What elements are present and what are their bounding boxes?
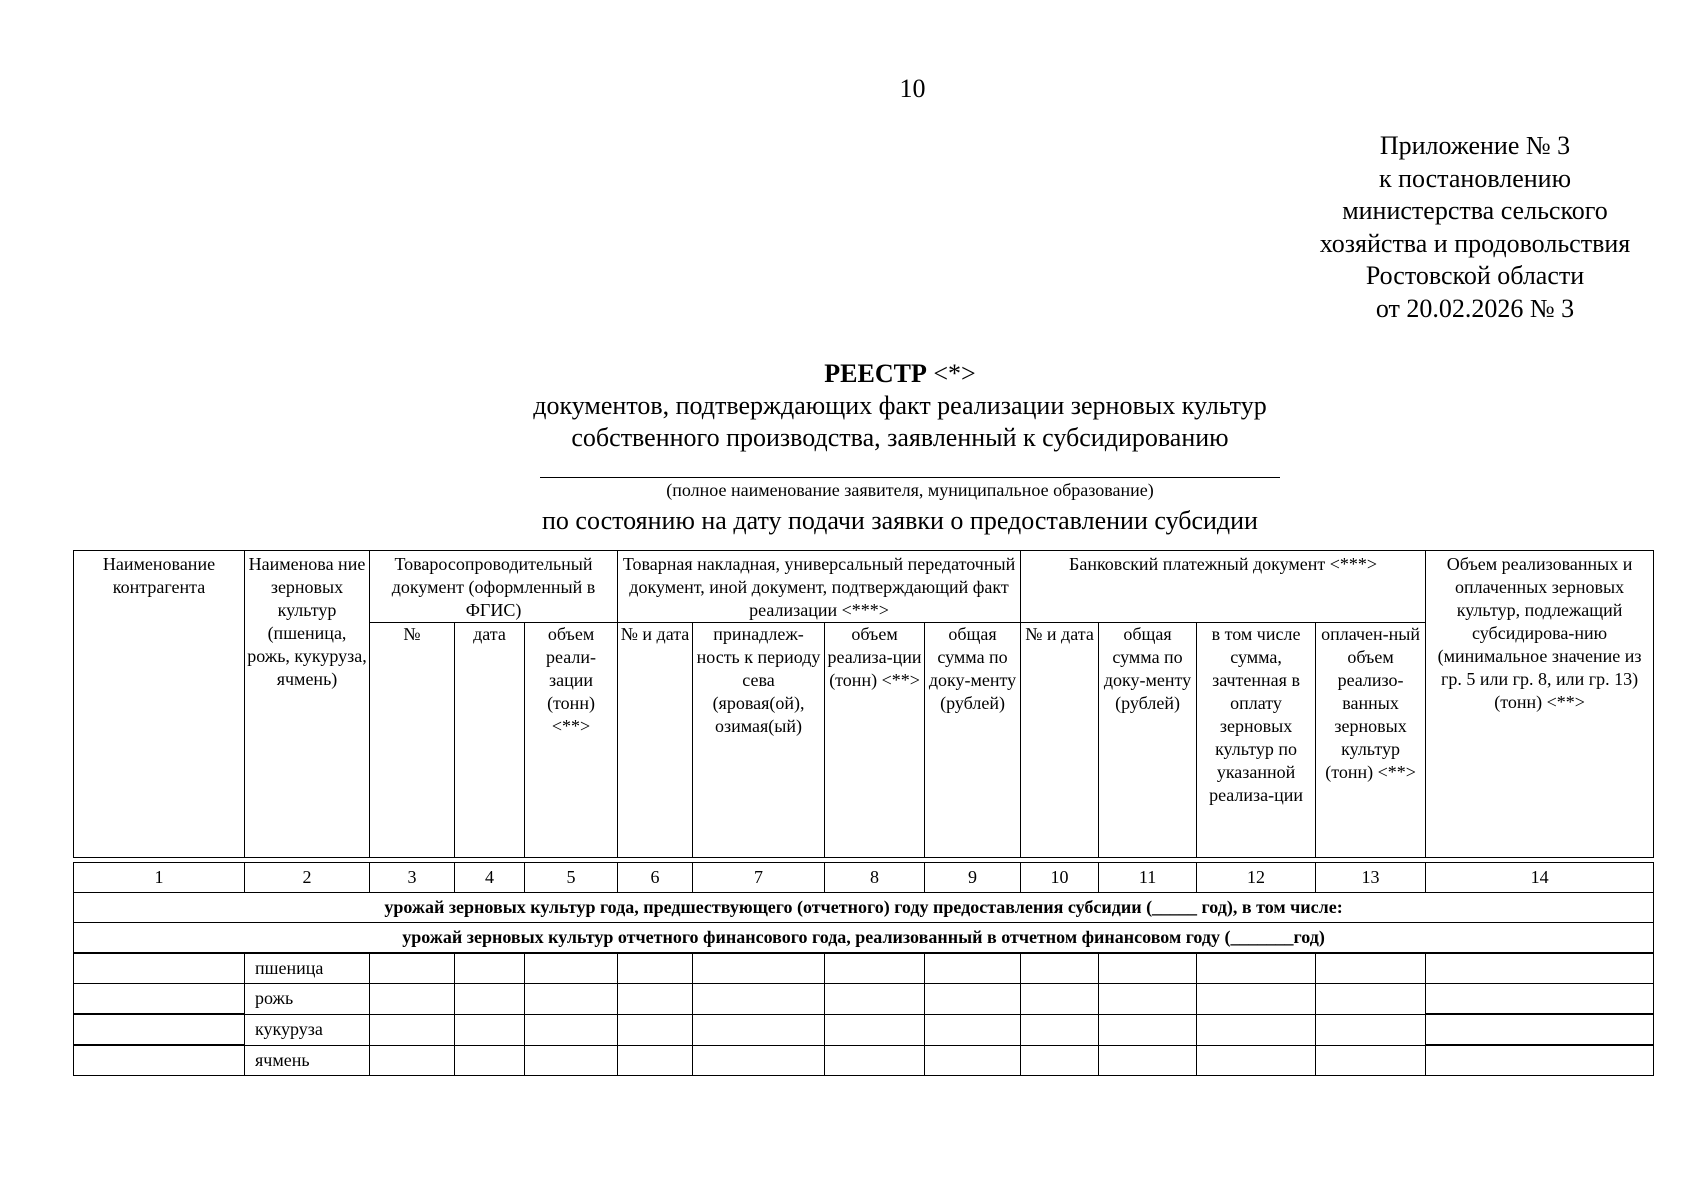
- counterparty-cell[interactable]: [74, 1014, 245, 1045]
- data-cell[interactable]: [1021, 1014, 1099, 1045]
- data-cell[interactable]: [525, 1045, 618, 1076]
- data-cell[interactable]: [693, 953, 825, 984]
- data-cell[interactable]: [693, 984, 825, 1015]
- crop-row-barley: [74, 1045, 1654, 1076]
- counterparty-cell[interactable]: [74, 984, 245, 1015]
- header-sowing-period: принадлеж-ность к периоду сева (яровая(ой), озимая(ый): [693, 623, 825, 858]
- column-number: 11: [1099, 863, 1197, 893]
- appendix-block: [1275, 130, 1675, 325]
- as-of-date-line: по состоянию на дату подачи заявки о предоставлении субсидии: [542, 506, 1258, 535]
- registry-table: [73, 550, 1654, 1076]
- data-cell[interactable]: [618, 1014, 693, 1045]
- crop-name: пшеница: [245, 953, 370, 984]
- applicant-caption: (полное наименование заявителя, муниципальное образование): [666, 480, 1154, 500]
- column-number-row: [74, 863, 1654, 893]
- data-cell[interactable]: [1099, 1014, 1197, 1045]
- section-row-previous-year: [74, 893, 1654, 923]
- header-bank-document: Банковский платежный документ <***>: [1021, 551, 1426, 623]
- title-line-2: документов, подтверждающих факт реализации зерновых культур: [533, 391, 1267, 420]
- column-number: 5: [525, 863, 618, 893]
- title-line-3: собственного производства, заявленный к субсидированию: [571, 423, 1229, 452]
- page-number: 10: [899, 74, 926, 103]
- header-date: дата: [455, 623, 525, 858]
- column-number: 13: [1316, 863, 1426, 893]
- data-cell[interactable]: [1426, 1014, 1654, 1045]
- data-cell[interactable]: [1197, 953, 1316, 984]
- document-title: [450, 358, 1350, 390]
- data-cell[interactable]: [925, 1014, 1021, 1045]
- data-cell[interactable]: [1021, 984, 1099, 1015]
- header-invoice-volume: объем реализа-ции (тонн) <**>: [825, 623, 925, 858]
- counterparty-cell[interactable]: [74, 1045, 245, 1076]
- data-cell[interactable]: [1099, 953, 1197, 984]
- title-marker: <*>: [926, 359, 976, 388]
- data-cell[interactable]: [825, 1014, 925, 1045]
- data-cell[interactable]: [525, 984, 618, 1015]
- header-bank-sum: общая сумма по доку-менту (рублей): [1099, 623, 1197, 858]
- crop-name: кукуруза: [245, 1014, 370, 1045]
- crop-row-rye: [74, 984, 1654, 1015]
- header-crop-name: Наименова ние зерновых культур (пшеница, рожь, кукуруза, ячмень): [245, 551, 370, 858]
- column-number: 12: [1197, 863, 1316, 893]
- data-cell[interactable]: [825, 953, 925, 984]
- header-paid-volume: оплачен-ный объем реализо-ванных зерновых культур (тонн) <**>: [1316, 623, 1426, 858]
- appendix-line: от 20.02.2026 № 3: [1375, 293, 1575, 323]
- section-heading: урожай зерновых культур года, предшествующего (отчетного) году предоставления субсидии (_____ год), в том числе:: [74, 893, 1654, 923]
- appendix-line: Ростовской области: [1365, 261, 1585, 290]
- data-cell[interactable]: [1316, 953, 1426, 984]
- data-cell[interactable]: [370, 984, 455, 1015]
- appendix-line: к постановлению: [1378, 163, 1572, 193]
- data-cell[interactable]: [618, 1045, 693, 1076]
- data-cell[interactable]: [825, 984, 925, 1015]
- section-row-current-year: [74, 923, 1654, 954]
- header-number: №: [370, 623, 455, 858]
- header-fgis-volume: объем реали-зации (тонн) <**>: [525, 623, 618, 858]
- applicant-name-line: [540, 477, 1280, 478]
- column-number: 1: [74, 863, 245, 893]
- crop-name: рожь: [245, 984, 370, 1015]
- document-title-block: [450, 358, 1350, 454]
- data-cell[interactable]: [1197, 984, 1316, 1015]
- header-invoice-document: Товарная накладная, универсальный передаточный документ, иной документ, подтверждающий факт реализации <***>: [618, 551, 1021, 623]
- header-credited-sum: в том числе сумма, зачтенная в оплату зерновых культур по указанной реализа-ции: [1197, 623, 1316, 858]
- crop-row-wheat: [74, 953, 1654, 984]
- data-cell[interactable]: [618, 953, 693, 984]
- column-number: 6: [618, 863, 693, 893]
- data-cell[interactable]: [925, 1045, 1021, 1076]
- data-cell[interactable]: [925, 953, 1021, 984]
- data-cell[interactable]: [370, 1045, 455, 1076]
- counterparty-cell[interactable]: [74, 953, 245, 984]
- data-cell[interactable]: [455, 953, 525, 984]
- column-number: 8: [825, 863, 925, 893]
- data-cell[interactable]: [693, 1014, 825, 1045]
- appendix-line: хозяйства и продовольствия: [1319, 228, 1631, 258]
- column-number: 4: [455, 863, 525, 893]
- data-cell[interactable]: [1021, 1045, 1099, 1076]
- header-invoice-number-date: № и дата: [618, 623, 693, 858]
- data-cell[interactable]: [455, 1014, 525, 1045]
- data-cell[interactable]: [370, 1014, 455, 1045]
- data-cell[interactable]: [525, 953, 618, 984]
- column-number: 3: [370, 863, 455, 893]
- column-number: 9: [925, 863, 1021, 893]
- data-cell[interactable]: [1197, 1014, 1316, 1045]
- crop-name: ячмень: [245, 1045, 370, 1076]
- data-cell[interactable]: [1099, 984, 1197, 1015]
- data-cell[interactable]: [1099, 1045, 1197, 1076]
- section-heading: урожай зерновых культур отчетного финансового года, реализованный в отчетном финансовом году (_______год): [74, 923, 1654, 954]
- header-subsidized-volume: Объем реализованных и оплаченных зерновых культур, подлежащий субсидирова-нию (минимальное значение из гр. 5 или гр. 8, или гр. 13) (тонн) <**>: [1426, 551, 1654, 858]
- column-number: 2: [245, 863, 370, 893]
- data-cell[interactable]: [1316, 984, 1426, 1015]
- data-cell[interactable]: [693, 1045, 825, 1076]
- column-number: 7: [693, 863, 825, 893]
- data-cell[interactable]: [1197, 1045, 1316, 1076]
- header-invoice-sum: общая сумма по доку-менту (рублей): [925, 623, 1021, 858]
- header-bank-number-date: № и дата: [1021, 623, 1099, 858]
- header-counterparty: Наименование контрагента: [74, 551, 245, 858]
- data-cell[interactable]: [1316, 1014, 1426, 1045]
- data-cell[interactable]: [370, 953, 455, 984]
- column-number: 14: [1426, 863, 1654, 893]
- column-number: 10: [1021, 863, 1099, 893]
- appendix-line: Приложение № 3: [1379, 131, 1571, 160]
- data-cell[interactable]: [925, 984, 1021, 1015]
- data-cell[interactable]: [618, 984, 693, 1015]
- data-cell[interactable]: [525, 1014, 618, 1045]
- data-cell[interactable]: [1316, 1045, 1426, 1076]
- data-cell[interactable]: [1021, 953, 1099, 984]
- data-cell[interactable]: [455, 1045, 525, 1076]
- crop-row-corn: [74, 1014, 1654, 1045]
- data-cell[interactable]: [1426, 1045, 1654, 1076]
- title-main: РЕЕСТР: [824, 359, 927, 388]
- data-cell[interactable]: [825, 1045, 925, 1076]
- header-row: [74, 551, 1654, 623]
- data-cell[interactable]: [455, 984, 525, 1015]
- appendix-line: министерства сельского: [1342, 196, 1608, 225]
- header-fgis-document: Товаросопроводительный документ (оформленный в ФГИС): [370, 551, 618, 623]
- data-cell[interactable]: [1426, 984, 1654, 1015]
- data-cell[interactable]: [1426, 953, 1654, 984]
